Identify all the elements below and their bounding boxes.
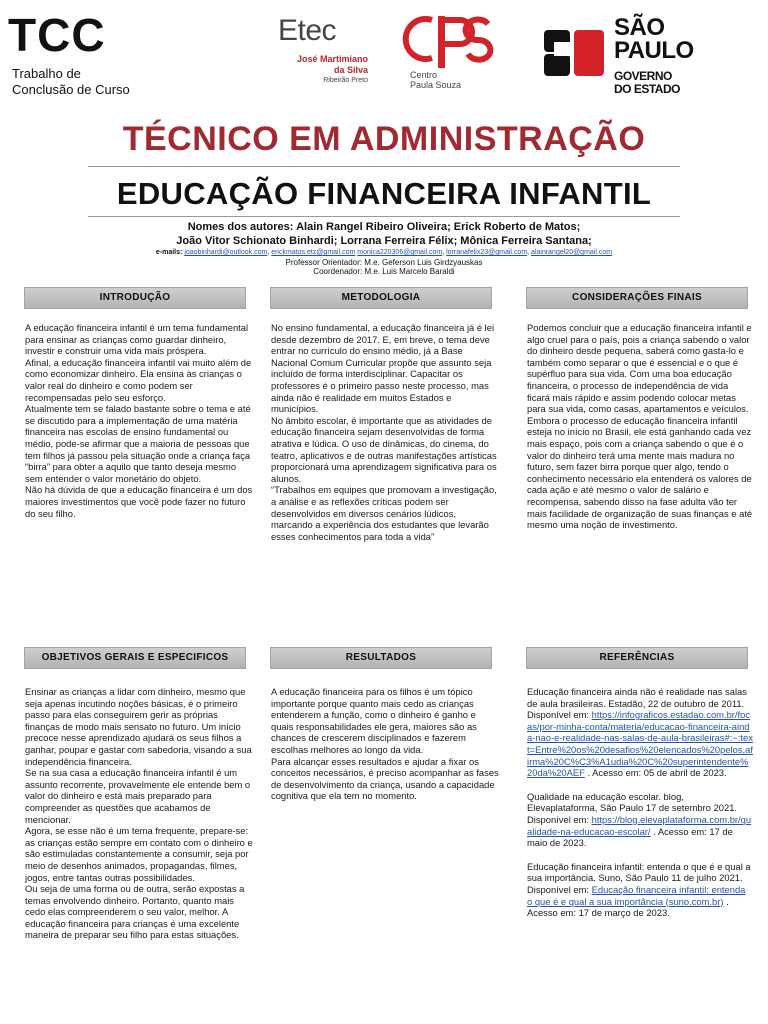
sp-government-logo xyxy=(540,16,740,100)
section-header-consideracoes: CONSIDERAÇÕES FINAIS xyxy=(526,287,748,309)
authors-line1: Nomes dos autores: Alain Rangel Ribeiro Oliveira; Erick Roberto de Matos; xyxy=(187,221,581,233)
coordinator: Coordenador: M.e. Luis Marcelo Baraldi xyxy=(313,267,455,276)
cps-logo xyxy=(398,10,498,100)
reference-item xyxy=(527,861,753,919)
etec-logo xyxy=(268,14,368,98)
reference-access: . Acesso em: 05 de abril de 2023. xyxy=(587,767,727,779)
tcc-subtitle-line1: Trabalho de xyxy=(12,66,81,81)
paragraph: No ensino fundamental, a educação financeira já é lei desde dezembro de 2017. E, em breve, o tema deve entrar no currículo do ensino médio, já a Base Nacional Comum Curricular propõe que assunto seja incluído de forma interdisciplinar. Capacitar os professores é o primeiro passo neste processo, mas ainda não é realidade em muitos Estados e municípios. xyxy=(271,322,495,415)
section-body-resultados xyxy=(271,686,499,802)
section-header-resultados: RESULTADOS xyxy=(270,647,492,669)
sp-word-governo: GOVERNO xyxy=(614,69,672,83)
paragraph: Para alcançar esses resultados e ajudar a fixar os conceitos necessários, é preciso acompanhar as fases de desenvolvimento da criança, usando a capacidade cognitiva que ela tem no momento. xyxy=(271,755,499,802)
tcc-subtitle-line2: Conclusão de Curso xyxy=(12,82,130,97)
paragraph: Afinal, a educação financeira infantil vai muito além de como economizar dinheiro. Ela ensina às crianças o valor real do dinheiro e como podem ser recompensadas pelo seu esforço. xyxy=(25,356,252,403)
sp-logo-icon xyxy=(540,24,610,84)
reference-text: Educação financeira infantil: entenda o que é e qual a sua importância. Suno, São Paulo 11 de julho 2021. Disponível em: xyxy=(527,860,751,895)
etec-city: Ribeirão Preto xyxy=(323,77,368,84)
cps-text-line2: Paula Souza xyxy=(410,80,462,90)
email-list: e-mails: joaobinhardi@outlook.com, erickmatos.etz@gmail.com monica220306@gmail.com, lorranafelix23@gmail.com, alainrangel20@gmail.com xyxy=(155,249,613,256)
section-body-consideracoes xyxy=(527,322,753,531)
page-header xyxy=(0,0,768,110)
paragraph: “Trabalhos em equipes que promovam a investigação, a análise e as reflexões críticas podem ser desenvolvidos em diversos cenários lúdicos, marcando a experiência dos estudantes que levarão esses conhecimentos para toda a vida” xyxy=(271,484,497,542)
reference-link[interactable]: https://blog.elevaplataforma.com.br/qualidade-na-educacao-escolar/ xyxy=(527,813,752,837)
reference-access: . Acesso em: 17 de março de 2023. xyxy=(527,895,729,919)
advisor: Professor Orientador: M.e. Geferson Luis Girdzyauskas xyxy=(285,258,483,267)
section-header-referencias: REFERÊNCIAS xyxy=(526,647,748,669)
email-label: e-mails: xyxy=(155,249,183,256)
paragraph: A educação financeira infantil é um tema fundamental para ensinar as crianças como guardar dinheiro, investir e construir uma vida mais próspera. xyxy=(25,322,249,357)
divider xyxy=(88,166,680,167)
cps-logo-icon xyxy=(402,10,494,68)
etec-school-line1: José Martimiano xyxy=(296,54,368,64)
email-link[interactable]: monica220306@gmail.com xyxy=(357,249,443,256)
etec-school-line2: da Silva xyxy=(333,65,368,75)
paragraph: Atualmente tem se falado bastante sobre o tema e até se discutido para a implementação de uma matéria financeira nas escolas de ensino fundamental ou médio, pode-se afirmar que a maioria de pessoas que tem filhos já passou pela situação onde a criança faça “birra” para obter a aquilo que tanto deseja mesmo sem entender o valor monetário do objeto. xyxy=(25,403,251,484)
sp-word-do-estado: DO ESTADO xyxy=(614,82,680,96)
sp-word-paulo: PAULO xyxy=(614,37,694,64)
paragraph: Não há dúvida de que a educação financeira é um dos maiores investimentos que você pode fazer no futuro do seu filho. xyxy=(25,484,253,519)
authors xyxy=(0,220,768,248)
paragraph: Ou seja de uma forma ou de outra, serão expostas a temas envolvendo dinheiro. Portanto, quanto mais cedo elas compreenderem o seu valor, melhor. A educação financeira para crianças é uma excelente maneira de preparar seu filho para estas situações. xyxy=(25,883,245,941)
reference-text: Qualidade na educação escolar. blog, Elevaplataforma, São Paulo 17 de setembro 2021. Disponível em: xyxy=(527,790,738,825)
section-header-introducao: INTRODUÇÃO xyxy=(24,287,246,309)
section-header-metodologia: METODOLOGIA xyxy=(270,287,492,309)
paper-title: EDUCAÇÃO FINANCEIRA INFANTIL xyxy=(116,176,652,211)
etec-name: Etec xyxy=(278,14,337,47)
tcc-title: TCC xyxy=(8,9,106,61)
section-header-objetivos: OBJETIVOS GERAIS E ESPECIFICOS xyxy=(24,647,246,669)
section-body-objetivos xyxy=(25,686,253,941)
email-link[interactable]: erickmatos.etz@gmail.com xyxy=(271,249,356,256)
paragraph: Ensinar as crianças a lidar com dinheiro, mesmo que seja apenas incutindo noções básicas, é o primeiro passo para elas conseguirem gerir as próprias finanças de modo mais sensato no futuro. Um início precoce nesse aprendizado ajudará os seus filhos a ganhar, poupar e gastar com sabedoria, visando a sua independência financeira. xyxy=(25,686,252,767)
reference-item xyxy=(527,791,753,849)
cps-text-line1: Centro xyxy=(410,70,438,80)
paragraph: Podemos concluir que a educação financeira infantil e algo cruel para o país, pois a criança sabendo o valor do dinheiro desde pequena, saberá como gasta-lo e também como separar o que é essencial e o que é supérfluo para sua vida. Com uma boa educação financeira, o processo de independência de vida ficará mais rápido e assim podendo colocar metas para sua vida, como casas, apartamentos e veículos. xyxy=(527,322,752,415)
reference-access: . Acesso em: 17 de maio de 2023. xyxy=(527,825,733,849)
reference-text: Educação financeira ainda não é realidade nas salas de aula brasileiras. Estadão, 22 de outubro de 2011. Disponível em: xyxy=(527,686,747,721)
email-link[interactable]: alainrangel20@gmail.com xyxy=(531,249,613,256)
section-body-metodologia xyxy=(271,322,499,542)
paragraph: No âmbito escolar, é importante que as atividades de educação financeira sejam desenvolvidas de forma atrativa e lúdica. O uso de dinâmicas, do cinema, do teatro, aplicativos e de outras manifestações artísticas proporcionará uma aprendizagem significativa para os alunos. xyxy=(271,414,497,484)
course-title: TÉCNICO EM ADMINISTRAÇÃO xyxy=(122,120,646,158)
reference-item xyxy=(527,686,753,779)
paragraph: Embora o processo de educação financeira infantil esteja no início no Brasil, ele está ganhando cada vez mais espaço, pois com a criança sabendo o que é o valor do dinheiro terá uma mente mais madura no futuro, sem fazer birra porque quer algo, tendo o conhecimento necessário ela entenderá os valores de cada ação e até mesmo o valor de salário e recompensa, sabendo disso na fase adulta vão ter mais facilidade de organização de suas finanças e até mesmo uma noção de investimento. xyxy=(527,414,753,531)
reference-link[interactable]: Educação financeira infantil: entenda o que é e qual a sua importância (suno.com.br) xyxy=(527,883,746,907)
authors-line2: João Vitor Schionato Binhardi; Lorrana Ferreira Félix; Mônica Ferreira Santana; xyxy=(176,235,592,247)
paragraph: A educação financeira para os filhos é um tópico importante porque quanto mais cedo as crianças entenderem a função, como o dinheiro é ganho e quais responsabilidades ele gera, maiores são as chances de crescerem disciplinados e fazerem escolhas melhores ao longo da vida. xyxy=(271,686,477,755)
section-body-referencias xyxy=(527,686,753,931)
divider xyxy=(88,216,680,217)
email-link[interactable]: joaobinhardi@outlook.com xyxy=(184,249,268,256)
tcc-subtitle xyxy=(12,66,172,98)
paragraph: Agora, se esse não é um tema frequente, prepare-se: as crianças estão sempre em contato com o dinheiro e são estimuladas constantemente a consumir, seja por meio de desenhos animados, propagandas, filmes, jogos, entre tantas outras possibilidades. xyxy=(25,825,253,883)
sp-word-sao: SÃO xyxy=(614,14,665,41)
section-body-introducao xyxy=(25,322,253,519)
paragraph: Se na sua casa a educação financeira infantil é um assunto recorrente, provavelmente ele entende bem o valor do dinheiro e está mais preparado para compreender as questões que acabamos de mencionar. xyxy=(25,767,251,825)
email-link[interactable]: lorranafelix23@gmail.com xyxy=(446,249,528,256)
reference-link[interactable]: https://infograficos.estadao.com.br/focas/por-minha-conta/materia/educacao-financeira-ainda-nao-e-realidade-nas-salas-de-aula-brasileiras#:~:text=Entre%20os%20desafios%20elencados%20pelos,afirma%20C%C3%A1udia%20C%20superintendente%20da%20AEF xyxy=(527,709,753,779)
